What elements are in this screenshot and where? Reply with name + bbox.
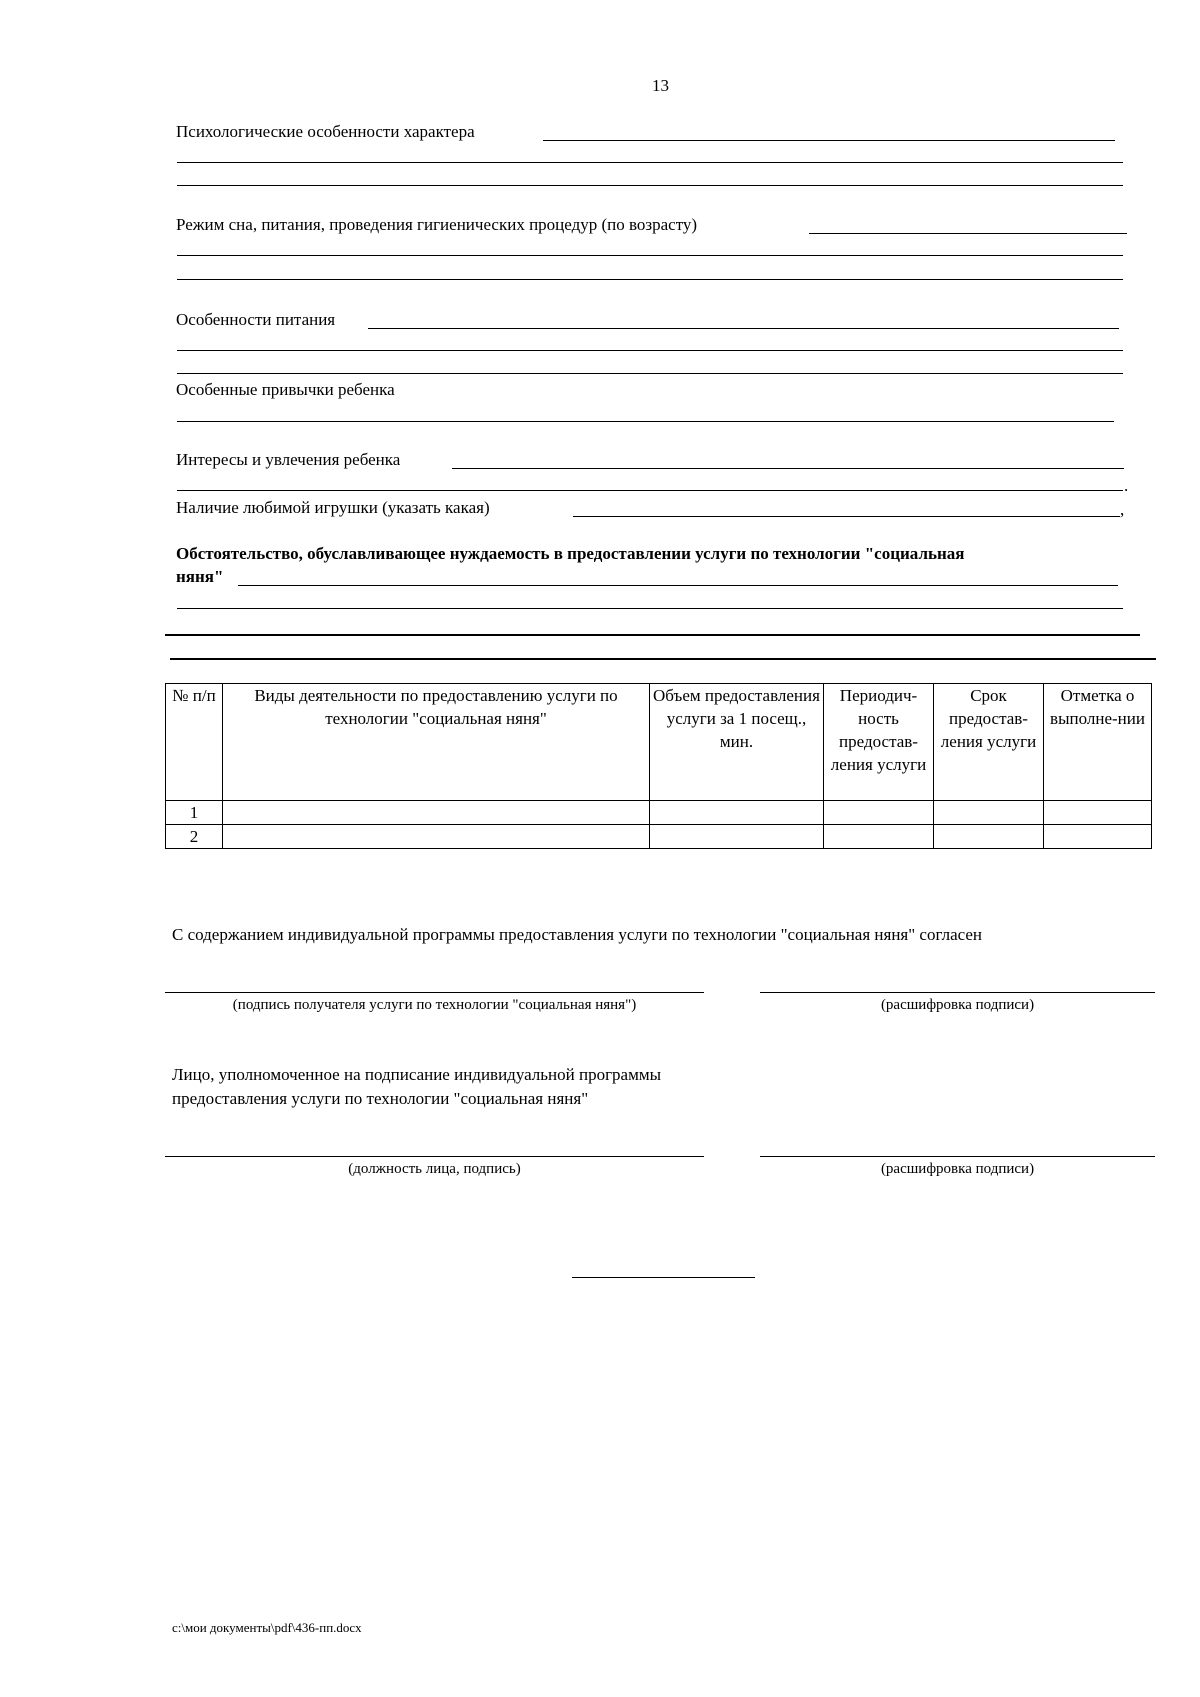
col-mark-header: Отметка о выполне-нии — [1044, 684, 1152, 801]
table-cell[interactable] — [650, 825, 824, 849]
col-periodicity-header: Периодич-ность предостав-ления услуги — [824, 684, 934, 801]
table-cell[interactable] — [824, 825, 934, 849]
habits-blank[interactable] — [177, 421, 1114, 422]
table-cell[interactable] — [223, 825, 650, 849]
habits-label: Особенные привычки ребенка — [176, 380, 395, 399]
regime-label: Режим сна, питания, проведения гигиенических процедур (по возрасту) — [176, 215, 698, 234]
table-row — [166, 801, 1152, 825]
col-volume-header: Объем предоставления услуги за 1 посещ., мин. — [650, 684, 824, 801]
footer-file-path: c:\мои документы\pdf\436-пп.docx — [172, 1620, 362, 1635]
regime-blank[interactable] — [809, 233, 1127, 234]
regime-blank-3[interactable] — [177, 279, 1123, 280]
table-cell[interactable] — [824, 801, 934, 825]
interests-blank-2[interactable] — [177, 490, 1123, 491]
page-number: 13 — [652, 76, 669, 95]
comma-mark: , — [1120, 500, 1125, 519]
circumstance-label: Обстоятельство, обуславливающее нуждаемость в предоставлении услуги по технологии "социальная — [176, 544, 965, 563]
col-activity-header: Виды деятельности по предоставлению услуги по технологии "социальная няня" — [223, 684, 650, 801]
table-cell[interactable] — [650, 801, 824, 825]
regime-blank-2[interactable] — [177, 255, 1123, 256]
separator-rule-2 — [170, 658, 1156, 660]
nutrition-blank-2[interactable] — [177, 350, 1123, 351]
circumstance-blank-2[interactable] — [177, 608, 1123, 609]
authorized-person-text: Лицо, уполномоченное на подписание индивидуальной программы — [172, 1065, 662, 1084]
psych-features-blank[interactable] — [543, 140, 1115, 141]
authorized-person-text-2: предоставления услуги по технологии "социальная няня" — [172, 1089, 589, 1108]
psych-features-label: Психологические особенности характера — [176, 122, 475, 141]
end-rule — [572, 1277, 755, 1278]
table-cell[interactable] — [223, 801, 650, 825]
recipient-signature-caption: (подпись получателя услуги по технологии "социальная няня") — [232, 997, 637, 1013]
recipient-signature-line[interactable] — [165, 992, 704, 993]
table-cell: 2 — [166, 825, 223, 849]
toy-blank[interactable] — [573, 516, 1120, 517]
recipient-decoding-line[interactable] — [760, 992, 1155, 993]
official-signature-caption: (должность лица, подпись) — [348, 1161, 521, 1177]
separator-rule — [165, 634, 1140, 636]
circumstance-label-2: няня" — [176, 567, 224, 586]
official-decoding-caption: (расшифровка подписи) — [880, 1161, 1035, 1177]
psych-features-blank-3[interactable] — [177, 185, 1123, 186]
table-cell[interactable] — [1044, 825, 1152, 849]
recipient-decoding-caption: (расшифровка подписи) — [880, 997, 1035, 1013]
table-cell[interactable] — [934, 801, 1044, 825]
col-number-header: № п/п — [166, 684, 223, 801]
interests-label: Интересы и увлечения ребенка — [176, 450, 401, 469]
official-decoding-line[interactable] — [760, 1156, 1155, 1157]
circumstance-blank[interactable] — [238, 585, 1118, 586]
table-row — [166, 825, 1152, 849]
interests-blank[interactable] — [452, 468, 1124, 469]
services-table — [165, 683, 1152, 849]
col-term-header: Срок предостав-ления услуги — [934, 684, 1044, 801]
toy-label: Наличие любимой игрушки (указать какая) — [176, 498, 490, 517]
table-header-row — [166, 684, 1152, 801]
table-cell[interactable] — [934, 825, 1044, 849]
nutrition-blank-3[interactable] — [177, 373, 1123, 374]
agreement-text: С содержанием индивидуальной программы предоставления услуги по технологии "социальная няня" согласен — [172, 925, 983, 944]
official-signature-line[interactable] — [165, 1156, 704, 1157]
table-cell[interactable] — [1044, 801, 1152, 825]
psych-features-blank-2[interactable] — [177, 162, 1123, 163]
nutrition-label: Особенности питания — [176, 310, 336, 329]
table-cell: 1 — [166, 801, 223, 825]
nutrition-blank[interactable] — [368, 328, 1119, 329]
period-mark: . — [1124, 476, 1129, 495]
